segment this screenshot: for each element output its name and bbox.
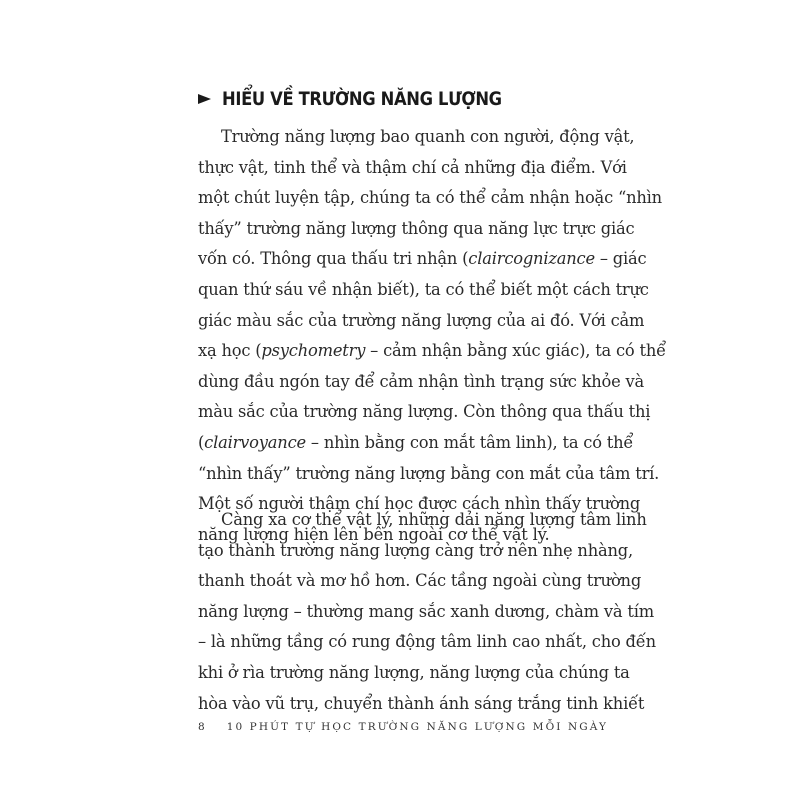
text-line (198, 336, 666, 367)
text-segment: vốn có. Thông qua thấu tri nhận ( (198, 249, 469, 269)
arrow-right-icon (198, 94, 211, 104)
text-segment: – giác (594, 249, 647, 269)
italic-term: clairvoyance (204, 432, 306, 452)
text-line: Càng xa cơ thể vật lý, những dải năng lượng tâm linh (221, 510, 647, 529)
text-line: hòa vào vũ trụ, chuyển thành ánh sáng trắng tinh khiết (198, 693, 645, 713)
page-footer (198, 721, 608, 733)
text-line: – là những tầng có rung động tâm linh cao nhất, cho đến (198, 632, 656, 652)
text-line (198, 244, 647, 275)
italic-term: claircognizance (468, 249, 595, 269)
text-line: khi ở rìa trường năng lượng, năng lượng của chúng ta (198, 662, 630, 682)
text-line: năng lượng – thường mang sắc xanh dương, chàm và tím (198, 601, 654, 621)
text-line: thấy” trường năng lượng thông qua năng lực trực giác (198, 218, 635, 238)
section-title: HIỂU VỀ TRƯỜNG NĂNG LƯỢNG (222, 88, 502, 110)
text-segment: xạ học ( (198, 341, 262, 361)
text-line: năng lượng hiện lên bên ngoài cơ thể vật lý. (198, 524, 550, 544)
page-number: 8 (198, 721, 206, 733)
text-line: dùng đầu ngón tay để cảm nhận tình trạng sức khỏe và (198, 371, 645, 391)
text-line: Trường năng lượng bao quanh con người, động vật, (221, 127, 635, 146)
text-line: một chút luyện tập, chúng ta có thể cảm nhận hoặc “nhìn (198, 188, 662, 208)
text-segment: – cảm nhận bằng xúc giác), ta có thể (365, 341, 666, 361)
text-line (198, 428, 634, 459)
text-line: giác màu sắc của trường năng lượng của ai đó. Với cảm (198, 310, 645, 330)
text-line: thanh thoát và mơ hồ hơn. Các tầng ngoài cùng trường (198, 571, 642, 591)
running-book-title: 10 PHÚT TỰ HỌC TRƯỜNG NĂNG LƯỢNG MỖI NGÀY (226, 721, 609, 733)
text-line: quan thứ sáu về nhận biết), ta có thể biết một cách trực (198, 279, 649, 299)
section-heading (198, 84, 547, 114)
text-line: màu sắc của trường năng lượng. Còn thông qua thấu thị (198, 402, 651, 422)
text-segment: ( (198, 432, 205, 452)
text-segment: – nhìn bằng con mắt tâm linh), ta có thể (305, 432, 634, 452)
text-line: tạo thành trường năng lượng càng trở nên nhẹ nhàng, (198, 540, 633, 560)
italic-term: psychometry (261, 341, 366, 361)
text-line: “nhìn thấy” trường năng lượng bằng con mắt của tâm trí. (198, 463, 660, 483)
text-line: Một số người thậm chí học được cách nhìn thấy trường (198, 494, 641, 514)
body-paragraph-2 (198, 505, 656, 719)
text-line: thực vật, tinh thể và thậm chí cả những địa điểm. Với (198, 157, 627, 177)
